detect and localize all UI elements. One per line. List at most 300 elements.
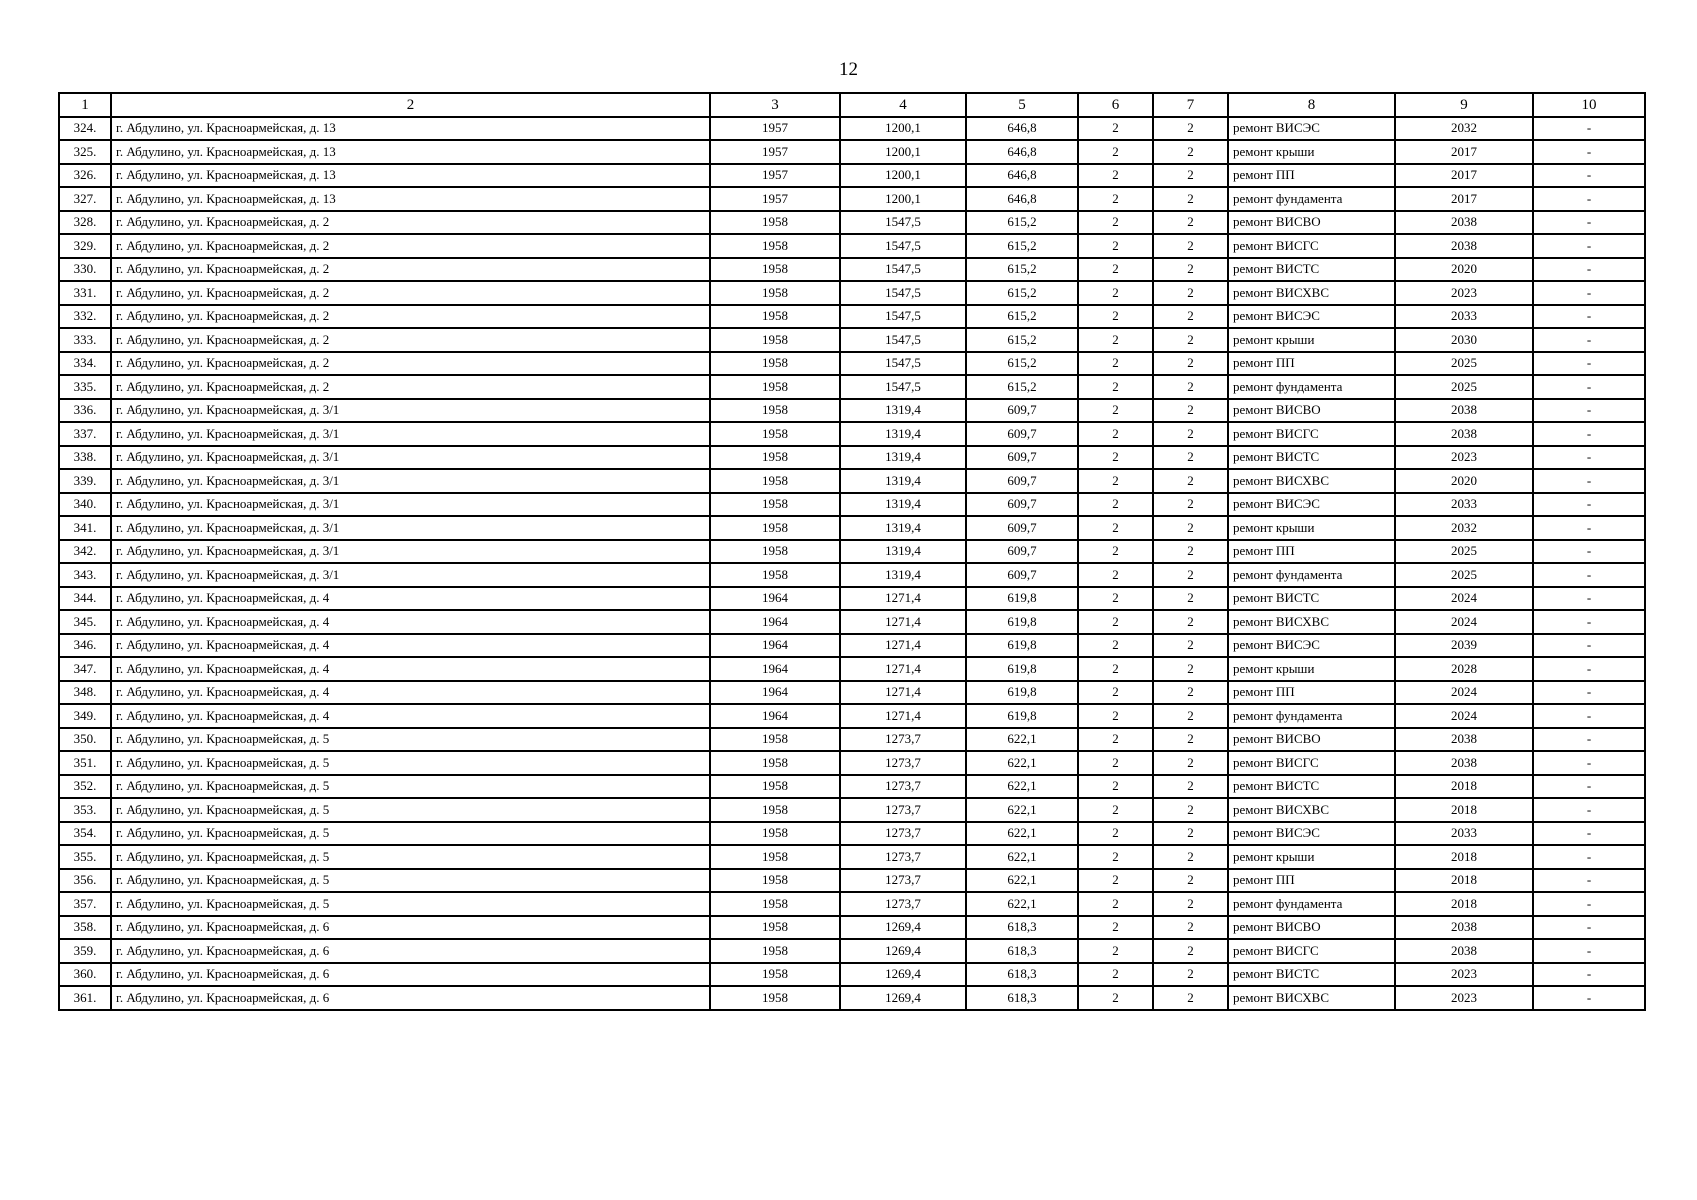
cell-note: - bbox=[1533, 211, 1645, 235]
table-row bbox=[59, 563, 1645, 587]
cell-total-area: 1547,5 bbox=[840, 258, 966, 282]
cell-entrances-count: 2 bbox=[1153, 869, 1228, 893]
cell-address: г. Абдулино, ул. Красноармейская, д. 6 bbox=[111, 986, 710, 1010]
cell-total-area: 1200,1 bbox=[840, 164, 966, 188]
cell-living-area: 619,8 bbox=[966, 610, 1078, 634]
cell-total-area: 1319,4 bbox=[840, 399, 966, 423]
cell-entrances-count: 2 bbox=[1153, 493, 1228, 517]
table-row bbox=[59, 328, 1645, 352]
table-row bbox=[59, 892, 1645, 916]
cell-repair-year: 2038 bbox=[1395, 751, 1533, 775]
cell-repair-year: 2024 bbox=[1395, 681, 1533, 705]
cell-note: - bbox=[1533, 375, 1645, 399]
column-header: 2 bbox=[111, 93, 710, 117]
cell-address: г. Абдулино, ул. Красноармейская, д. 5 bbox=[111, 845, 710, 869]
cell-total-area: 1547,5 bbox=[840, 281, 966, 305]
cell-address: г. Абдулино, ул. Красноармейская, д. 6 bbox=[111, 939, 710, 963]
cell-total-area: 1547,5 bbox=[840, 305, 966, 329]
cell-row-number: 357. bbox=[59, 892, 111, 916]
cell-address: г. Абдулино, ул. Красноармейская, д. 5 bbox=[111, 751, 710, 775]
table-row bbox=[59, 422, 1645, 446]
cell-address: г. Абдулино, ул. Красноармейская, д. 5 bbox=[111, 728, 710, 752]
cell-address: г. Абдулино, ул. Красноармейская, д. 13 bbox=[111, 117, 710, 141]
cell-entrances-count: 2 bbox=[1153, 892, 1228, 916]
cell-address: г. Абдулино, ул. Красноармейская, д. 5 bbox=[111, 892, 710, 916]
cell-floors-count: 2 bbox=[1078, 281, 1153, 305]
cell-row-number: 331. bbox=[59, 281, 111, 305]
cell-note: - bbox=[1533, 493, 1645, 517]
cell-address: г. Абдулино, ул. Красноармейская, д. 5 bbox=[111, 798, 710, 822]
cell-floors-count: 2 bbox=[1078, 963, 1153, 987]
cell-address: г. Абдулино, ул. Красноармейская, д. 3/1 bbox=[111, 422, 710, 446]
cell-row-number: 346. bbox=[59, 634, 111, 658]
cell-repair-type: ремонт ВИСХВС bbox=[1228, 610, 1395, 634]
cell-note: - bbox=[1533, 399, 1645, 423]
cell-repair-year: 2018 bbox=[1395, 798, 1533, 822]
column-header: 7 bbox=[1153, 93, 1228, 117]
cell-floors-count: 2 bbox=[1078, 375, 1153, 399]
cell-repair-type: ремонт ВИСЭС bbox=[1228, 822, 1395, 846]
cell-construction-year: 1958 bbox=[710, 751, 840, 775]
cell-address: г. Абдулино, ул. Красноармейская, д. 3/1 bbox=[111, 516, 710, 540]
cell-row-number: 327. bbox=[59, 187, 111, 211]
cell-total-area: 1271,4 bbox=[840, 634, 966, 658]
cell-address: г. Абдулино, ул. Красноармейская, д. 2 bbox=[111, 258, 710, 282]
cell-construction-year: 1958 bbox=[710, 822, 840, 846]
cell-living-area: 646,8 bbox=[966, 187, 1078, 211]
cell-row-number: 337. bbox=[59, 422, 111, 446]
cell-living-area: 622,1 bbox=[966, 869, 1078, 893]
page-number: 12 bbox=[839, 59, 858, 80]
cell-address: г. Абдулино, ул. Красноармейская, д. 13 bbox=[111, 140, 710, 164]
cell-entrances-count: 2 bbox=[1153, 540, 1228, 564]
cell-construction-year: 1958 bbox=[710, 939, 840, 963]
cell-living-area: 609,7 bbox=[966, 469, 1078, 493]
cell-address: г. Абдулино, ул. Красноармейская, д. 6 bbox=[111, 916, 710, 940]
cell-note: - bbox=[1533, 446, 1645, 470]
cell-entrances-count: 2 bbox=[1153, 963, 1228, 987]
cell-floors-count: 2 bbox=[1078, 422, 1153, 446]
cell-row-number: 344. bbox=[59, 587, 111, 611]
cell-entrances-count: 2 bbox=[1153, 187, 1228, 211]
cell-entrances-count: 2 bbox=[1153, 352, 1228, 376]
cell-entrances-count: 2 bbox=[1153, 916, 1228, 940]
cell-address: г. Абдулино, ул. Красноармейская, д. 2 bbox=[111, 211, 710, 235]
cell-address: г. Абдулино, ул. Красноармейская, д. 2 bbox=[111, 234, 710, 258]
cell-note: - bbox=[1533, 963, 1645, 987]
column-header: 5 bbox=[966, 93, 1078, 117]
cell-repair-type: ремонт ВИСВО bbox=[1228, 728, 1395, 752]
cell-address: г. Абдулино, ул. Красноармейская, д. 5 bbox=[111, 822, 710, 846]
cell-repair-year: 2032 bbox=[1395, 516, 1533, 540]
table-row bbox=[59, 117, 1645, 141]
cell-living-area: 609,7 bbox=[966, 422, 1078, 446]
cell-total-area: 1547,5 bbox=[840, 352, 966, 376]
cell-living-area: 615,2 bbox=[966, 328, 1078, 352]
cell-entrances-count: 2 bbox=[1153, 399, 1228, 423]
cell-repair-year: 2020 bbox=[1395, 258, 1533, 282]
cell-repair-year: 2038 bbox=[1395, 422, 1533, 446]
cell-construction-year: 1957 bbox=[710, 140, 840, 164]
table-row bbox=[59, 540, 1645, 564]
cell-total-area: 1273,7 bbox=[840, 798, 966, 822]
cell-floors-count: 2 bbox=[1078, 657, 1153, 681]
cell-floors-count: 2 bbox=[1078, 234, 1153, 258]
cell-entrances-count: 2 bbox=[1153, 587, 1228, 611]
column-header: 9 bbox=[1395, 93, 1533, 117]
cell-construction-year: 1958 bbox=[710, 352, 840, 376]
cell-construction-year: 1958 bbox=[710, 798, 840, 822]
cell-total-area: 1200,1 bbox=[840, 140, 966, 164]
cell-floors-count: 2 bbox=[1078, 563, 1153, 587]
cell-row-number: 330. bbox=[59, 258, 111, 282]
table-row bbox=[59, 493, 1645, 517]
cell-total-area: 1547,5 bbox=[840, 375, 966, 399]
cell-total-area: 1271,4 bbox=[840, 704, 966, 728]
cell-note: - bbox=[1533, 704, 1645, 728]
cell-construction-year: 1958 bbox=[710, 211, 840, 235]
cell-floors-count: 2 bbox=[1078, 916, 1153, 940]
cell-total-area: 1319,4 bbox=[840, 516, 966, 540]
cell-repair-year: 2024 bbox=[1395, 587, 1533, 611]
cell-note: - bbox=[1533, 234, 1645, 258]
cell-repair-type: ремонт ВИСВО bbox=[1228, 211, 1395, 235]
cell-entrances-count: 2 bbox=[1153, 822, 1228, 846]
cell-row-number: 358. bbox=[59, 916, 111, 940]
cell-construction-year: 1958 bbox=[710, 422, 840, 446]
cell-total-area: 1271,4 bbox=[840, 610, 966, 634]
table-row bbox=[59, 939, 1645, 963]
cell-construction-year: 1958 bbox=[710, 775, 840, 799]
cell-repair-year: 2038 bbox=[1395, 399, 1533, 423]
cell-repair-type: ремонт ВИСГС bbox=[1228, 751, 1395, 775]
cell-repair-type: ремонт ВИСЭС bbox=[1228, 493, 1395, 517]
cell-floors-count: 2 bbox=[1078, 399, 1153, 423]
cell-living-area: 622,1 bbox=[966, 728, 1078, 752]
cell-living-area: 615,2 bbox=[966, 234, 1078, 258]
cell-floors-count: 2 bbox=[1078, 610, 1153, 634]
column-header: 10 bbox=[1533, 93, 1645, 117]
cell-construction-year: 1964 bbox=[710, 587, 840, 611]
cell-row-number: 360. bbox=[59, 963, 111, 987]
cell-repair-year: 2025 bbox=[1395, 352, 1533, 376]
cell-repair-type: ремонт ВИСЭС bbox=[1228, 117, 1395, 141]
cell-repair-type: ремонт ВИСХВС bbox=[1228, 798, 1395, 822]
cell-repair-type: ремонт крыши bbox=[1228, 657, 1395, 681]
cell-floors-count: 2 bbox=[1078, 728, 1153, 752]
cell-repair-year: 2018 bbox=[1395, 892, 1533, 916]
cell-repair-year: 2017 bbox=[1395, 140, 1533, 164]
table-row bbox=[59, 516, 1645, 540]
cell-repair-year: 2032 bbox=[1395, 117, 1533, 141]
cell-note: - bbox=[1533, 328, 1645, 352]
cell-address: г. Абдулино, ул. Красноармейская, д. 4 bbox=[111, 681, 710, 705]
cell-note: - bbox=[1533, 540, 1645, 564]
cell-floors-count: 2 bbox=[1078, 869, 1153, 893]
cell-row-number: 354. bbox=[59, 822, 111, 846]
cell-row-number: 349. bbox=[59, 704, 111, 728]
cell-address: г. Абдулино, ул. Красноармейская, д. 5 bbox=[111, 775, 710, 799]
cell-entrances-count: 2 bbox=[1153, 986, 1228, 1010]
table-row bbox=[59, 704, 1645, 728]
header-row bbox=[59, 93, 1645, 117]
cell-construction-year: 1957 bbox=[710, 117, 840, 141]
cell-repair-type: ремонт фундамента bbox=[1228, 704, 1395, 728]
cell-repair-year: 2033 bbox=[1395, 822, 1533, 846]
table-row bbox=[59, 728, 1645, 752]
cell-repair-year: 2023 bbox=[1395, 281, 1533, 305]
cell-repair-type: ремонт ВИСГС bbox=[1228, 939, 1395, 963]
cell-living-area: 622,1 bbox=[966, 822, 1078, 846]
cell-row-number: 328. bbox=[59, 211, 111, 235]
cell-floors-count: 2 bbox=[1078, 117, 1153, 141]
cell-row-number: 339. bbox=[59, 469, 111, 493]
cell-floors-count: 2 bbox=[1078, 587, 1153, 611]
cell-floors-count: 2 bbox=[1078, 986, 1153, 1010]
cell-repair-year: 2018 bbox=[1395, 869, 1533, 893]
cell-row-number: 361. bbox=[59, 986, 111, 1010]
cell-note: - bbox=[1533, 986, 1645, 1010]
cell-construction-year: 1958 bbox=[710, 493, 840, 517]
cell-construction-year: 1964 bbox=[710, 610, 840, 634]
cell-repair-year: 2030 bbox=[1395, 328, 1533, 352]
cell-address: г. Абдулино, ул. Красноармейская, д. 3/1 bbox=[111, 399, 710, 423]
table-row bbox=[59, 469, 1645, 493]
cell-address: г. Абдулино, ул. Красноармейская, д. 3/1 bbox=[111, 493, 710, 517]
cell-repair-year: 2017 bbox=[1395, 187, 1533, 211]
cell-entrances-count: 2 bbox=[1153, 563, 1228, 587]
column-header: 3 bbox=[710, 93, 840, 117]
cell-entrances-count: 2 bbox=[1153, 469, 1228, 493]
cell-repair-year: 2018 bbox=[1395, 845, 1533, 869]
cell-entrances-count: 2 bbox=[1153, 305, 1228, 329]
cell-floors-count: 2 bbox=[1078, 187, 1153, 211]
cell-construction-year: 1964 bbox=[710, 681, 840, 705]
cell-living-area: 622,1 bbox=[966, 775, 1078, 799]
cell-repair-type: ремонт ПП bbox=[1228, 164, 1395, 188]
cell-construction-year: 1958 bbox=[710, 563, 840, 587]
table-row bbox=[59, 634, 1645, 658]
table-row bbox=[59, 258, 1645, 282]
table-row bbox=[59, 587, 1645, 611]
cell-address: г. Абдулино, ул. Красноармейская, д. 4 bbox=[111, 704, 710, 728]
cell-repair-year: 2028 bbox=[1395, 657, 1533, 681]
cell-note: - bbox=[1533, 305, 1645, 329]
cell-row-number: 356. bbox=[59, 869, 111, 893]
cell-repair-type: ремонт крыши bbox=[1228, 328, 1395, 352]
cell-entrances-count: 2 bbox=[1153, 422, 1228, 446]
cell-repair-type: ремонт крыши bbox=[1228, 516, 1395, 540]
cell-repair-year: 2023 bbox=[1395, 963, 1533, 987]
table-row bbox=[59, 986, 1645, 1010]
table-row bbox=[59, 187, 1645, 211]
cell-entrances-count: 2 bbox=[1153, 140, 1228, 164]
cell-note: - bbox=[1533, 869, 1645, 893]
cell-repair-type: ремонт ВИСХВС bbox=[1228, 469, 1395, 493]
cell-floors-count: 2 bbox=[1078, 164, 1153, 188]
cell-repair-year: 2024 bbox=[1395, 610, 1533, 634]
cell-address: г. Абдулино, ул. Красноармейская, д. 5 bbox=[111, 869, 710, 893]
cell-row-number: 359. bbox=[59, 939, 111, 963]
cell-row-number: 324. bbox=[59, 117, 111, 141]
column-header: 4 bbox=[840, 93, 966, 117]
cell-construction-year: 1957 bbox=[710, 187, 840, 211]
cell-entrances-count: 2 bbox=[1153, 446, 1228, 470]
cell-repair-type: ремонт фундамента bbox=[1228, 563, 1395, 587]
cell-repair-type: ремонт ПП bbox=[1228, 869, 1395, 893]
cell-total-area: 1547,5 bbox=[840, 234, 966, 258]
table-row bbox=[59, 869, 1645, 893]
cell-floors-count: 2 bbox=[1078, 540, 1153, 564]
cell-living-area: 646,8 bbox=[966, 164, 1078, 188]
cell-note: - bbox=[1533, 563, 1645, 587]
cell-note: - bbox=[1533, 939, 1645, 963]
cell-repair-type: ремонт ПП bbox=[1228, 540, 1395, 564]
cell-entrances-count: 2 bbox=[1153, 775, 1228, 799]
cell-living-area: 609,7 bbox=[966, 563, 1078, 587]
cell-construction-year: 1964 bbox=[710, 657, 840, 681]
cell-repair-type: ремонт ВИСВО bbox=[1228, 916, 1395, 940]
cell-repair-year: 2024 bbox=[1395, 704, 1533, 728]
cell-total-area: 1271,4 bbox=[840, 587, 966, 611]
cell-total-area: 1547,5 bbox=[840, 211, 966, 235]
table-row bbox=[59, 446, 1645, 470]
cell-repair-type: ремонт ВИСТС bbox=[1228, 963, 1395, 987]
table-row bbox=[59, 657, 1645, 681]
cell-floors-count: 2 bbox=[1078, 211, 1153, 235]
cell-address: г. Абдулино, ул. Красноармейская, д. 3/1 bbox=[111, 469, 710, 493]
cell-total-area: 1319,4 bbox=[840, 446, 966, 470]
cell-repair-type: ремонт ПП bbox=[1228, 681, 1395, 705]
cell-construction-year: 1958 bbox=[710, 963, 840, 987]
cell-repair-type: ремонт ВИСТС bbox=[1228, 587, 1395, 611]
cell-repair-year: 2025 bbox=[1395, 375, 1533, 399]
cell-repair-year: 2023 bbox=[1395, 446, 1533, 470]
cell-address: г. Абдулино, ул. Красноармейская, д. 3/1 bbox=[111, 540, 710, 564]
cell-floors-count: 2 bbox=[1078, 328, 1153, 352]
cell-total-area: 1319,4 bbox=[840, 540, 966, 564]
table-row bbox=[59, 963, 1645, 987]
cell-row-number: 352. bbox=[59, 775, 111, 799]
cell-address: г. Абдулино, ул. Красноармейская, д. 13 bbox=[111, 164, 710, 188]
cell-row-number: 334. bbox=[59, 352, 111, 376]
cell-row-number: 336. bbox=[59, 399, 111, 423]
cell-address: г. Абдулино, ул. Красноармейская, д. 2 bbox=[111, 375, 710, 399]
cell-repair-type: ремонт ВИСТС bbox=[1228, 258, 1395, 282]
cell-floors-count: 2 bbox=[1078, 892, 1153, 916]
cell-note: - bbox=[1533, 164, 1645, 188]
cell-row-number: 341. bbox=[59, 516, 111, 540]
cell-construction-year: 1958 bbox=[710, 446, 840, 470]
cell-total-area: 1273,7 bbox=[840, 751, 966, 775]
cell-living-area: 615,2 bbox=[966, 211, 1078, 235]
cell-repair-type: ремонт фундамента bbox=[1228, 187, 1395, 211]
cell-note: - bbox=[1533, 281, 1645, 305]
cell-entrances-count: 2 bbox=[1153, 281, 1228, 305]
cell-floors-count: 2 bbox=[1078, 845, 1153, 869]
cell-address: г. Абдулино, ул. Красноармейская, д. 4 bbox=[111, 657, 710, 681]
table-row bbox=[59, 164, 1645, 188]
cell-construction-year: 1958 bbox=[710, 234, 840, 258]
cell-entrances-count: 2 bbox=[1153, 634, 1228, 658]
table-row bbox=[59, 234, 1645, 258]
cell-living-area: 622,1 bbox=[966, 845, 1078, 869]
cell-entrances-count: 2 bbox=[1153, 211, 1228, 235]
table-row bbox=[59, 305, 1645, 329]
table-row bbox=[59, 751, 1645, 775]
cell-note: - bbox=[1533, 352, 1645, 376]
cell-note: - bbox=[1533, 657, 1645, 681]
cell-floors-count: 2 bbox=[1078, 681, 1153, 705]
table-body bbox=[59, 117, 1645, 1010]
cell-note: - bbox=[1533, 422, 1645, 446]
cell-note: - bbox=[1533, 845, 1645, 869]
cell-address: г. Абдулино, ул. Красноармейская, д. 3/1 bbox=[111, 563, 710, 587]
cell-total-area: 1200,1 bbox=[840, 117, 966, 141]
cell-construction-year: 1958 bbox=[710, 328, 840, 352]
cell-address: г. Абдулино, ул. Красноармейская, д. 4 bbox=[111, 610, 710, 634]
cell-floors-count: 2 bbox=[1078, 493, 1153, 517]
cell-repair-year: 2020 bbox=[1395, 469, 1533, 493]
cell-total-area: 1319,4 bbox=[840, 563, 966, 587]
cell-total-area: 1269,4 bbox=[840, 986, 966, 1010]
cell-construction-year: 1964 bbox=[710, 704, 840, 728]
cell-entrances-count: 2 bbox=[1153, 328, 1228, 352]
cell-floors-count: 2 bbox=[1078, 469, 1153, 493]
cell-construction-year: 1958 bbox=[710, 869, 840, 893]
cell-repair-year: 2038 bbox=[1395, 234, 1533, 258]
cell-row-number: 325. bbox=[59, 140, 111, 164]
cell-construction-year: 1958 bbox=[710, 281, 840, 305]
cell-repair-type: ремонт крыши bbox=[1228, 140, 1395, 164]
cell-note: - bbox=[1533, 516, 1645, 540]
cell-row-number: 340. bbox=[59, 493, 111, 517]
cell-repair-year: 2017 bbox=[1395, 164, 1533, 188]
cell-living-area: 615,2 bbox=[966, 352, 1078, 376]
cell-floors-count: 2 bbox=[1078, 446, 1153, 470]
cell-construction-year: 1958 bbox=[710, 845, 840, 869]
cell-repair-type: ремонт ВИСТС bbox=[1228, 446, 1395, 470]
cell-note: - bbox=[1533, 751, 1645, 775]
cell-living-area: 609,7 bbox=[966, 493, 1078, 517]
cell-row-number: 355. bbox=[59, 845, 111, 869]
cell-note: - bbox=[1533, 822, 1645, 846]
cell-row-number: 342. bbox=[59, 540, 111, 564]
cell-total-area: 1271,4 bbox=[840, 657, 966, 681]
cell-note: - bbox=[1533, 728, 1645, 752]
cell-address: г. Абдулино, ул. Красноармейская, д. 4 bbox=[111, 587, 710, 611]
cell-living-area: 619,8 bbox=[966, 657, 1078, 681]
column-header: 6 bbox=[1078, 93, 1153, 117]
cell-living-area: 609,7 bbox=[966, 446, 1078, 470]
cell-total-area: 1273,7 bbox=[840, 728, 966, 752]
cell-floors-count: 2 bbox=[1078, 775, 1153, 799]
column-header: 1 bbox=[59, 93, 111, 117]
cell-living-area: 619,8 bbox=[966, 704, 1078, 728]
cell-living-area: 619,8 bbox=[966, 634, 1078, 658]
cell-row-number: 347. bbox=[59, 657, 111, 681]
cell-entrances-count: 2 bbox=[1153, 258, 1228, 282]
table-row bbox=[59, 681, 1645, 705]
cell-total-area: 1269,4 bbox=[840, 916, 966, 940]
cell-total-area: 1273,7 bbox=[840, 892, 966, 916]
cell-repair-type: ремонт ВИСВО bbox=[1228, 399, 1395, 423]
cell-row-number: 333. bbox=[59, 328, 111, 352]
cell-note: - bbox=[1533, 258, 1645, 282]
cell-repair-year: 2038 bbox=[1395, 211, 1533, 235]
cell-entrances-count: 2 bbox=[1153, 798, 1228, 822]
table-row bbox=[59, 916, 1645, 940]
